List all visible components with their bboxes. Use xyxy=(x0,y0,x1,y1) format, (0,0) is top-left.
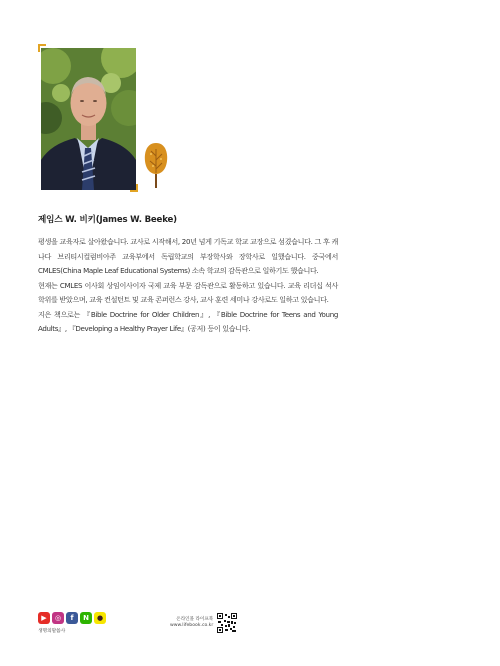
frame-corner-bottom-right xyxy=(130,184,138,192)
author-photo xyxy=(41,48,136,190)
tree-icon xyxy=(142,140,170,190)
bio-paragraph-2: 현재는 CMLES 이사회 상임이사이자 국제 교육 부문 감독관으로 활동하고 있습니다. 교육 리더십 석사 학위를 받았으며, 교육 컨설턴트 및 교육 콘퍼런스 강사, 교사 훈련 세미나 강사로도 일하고 있습니다. xyxy=(38,280,338,304)
author-portrait-illustration xyxy=(41,48,136,190)
author-bio-section xyxy=(38,213,338,337)
bio-paragraph-3: 지은 책으로는 『Bible Doctrine for Older Children』, 『Bible Doctrine for Teens and Young Adults』, 『Developing a Healthy Prayer Life』(공저) 등이 있습니다. xyxy=(38,309,338,333)
sns-icon-row xyxy=(38,612,106,624)
instagram-icon[interactable]: ◎ xyxy=(52,612,64,624)
bio-paragraph-1: 평생을 교육자로 살아왔습니다. 교사로 시작해서, 20년 넘게 기독교 학교 교장으로 섬겼습니다. 그 후 캐나다 브리티시컬럼비아주 교육부에서 독립학교의 부장학사와 장학사로 일했습니다. 중국에서 CMLES(China Maple Leaf Educational Systems) 소속 학교의 감독관으로 일하기도 했습니다. xyxy=(38,237,338,275)
kakaotalk-icon[interactable]: ● xyxy=(94,612,106,624)
online-store-info xyxy=(170,613,237,633)
youtube-icon[interactable]: ▶ xyxy=(38,612,50,624)
author-name: 제임스 W. 비키(James W. Beeke) xyxy=(38,215,177,225)
online-store-label: 온라인몰 라이프북 xyxy=(176,616,214,622)
qr-code-icon[interactable] xyxy=(217,613,237,633)
facebook-icon[interactable]: f xyxy=(66,612,78,624)
online-store-text xyxy=(170,617,213,630)
naver-icon[interactable]: N xyxy=(80,612,92,624)
online-store-url[interactable]: www.lifebook.co.kr xyxy=(170,623,214,628)
author-photo-frame xyxy=(38,44,138,192)
publisher-name: 생명의말씀사 xyxy=(38,629,66,634)
author-bio xyxy=(38,235,338,337)
